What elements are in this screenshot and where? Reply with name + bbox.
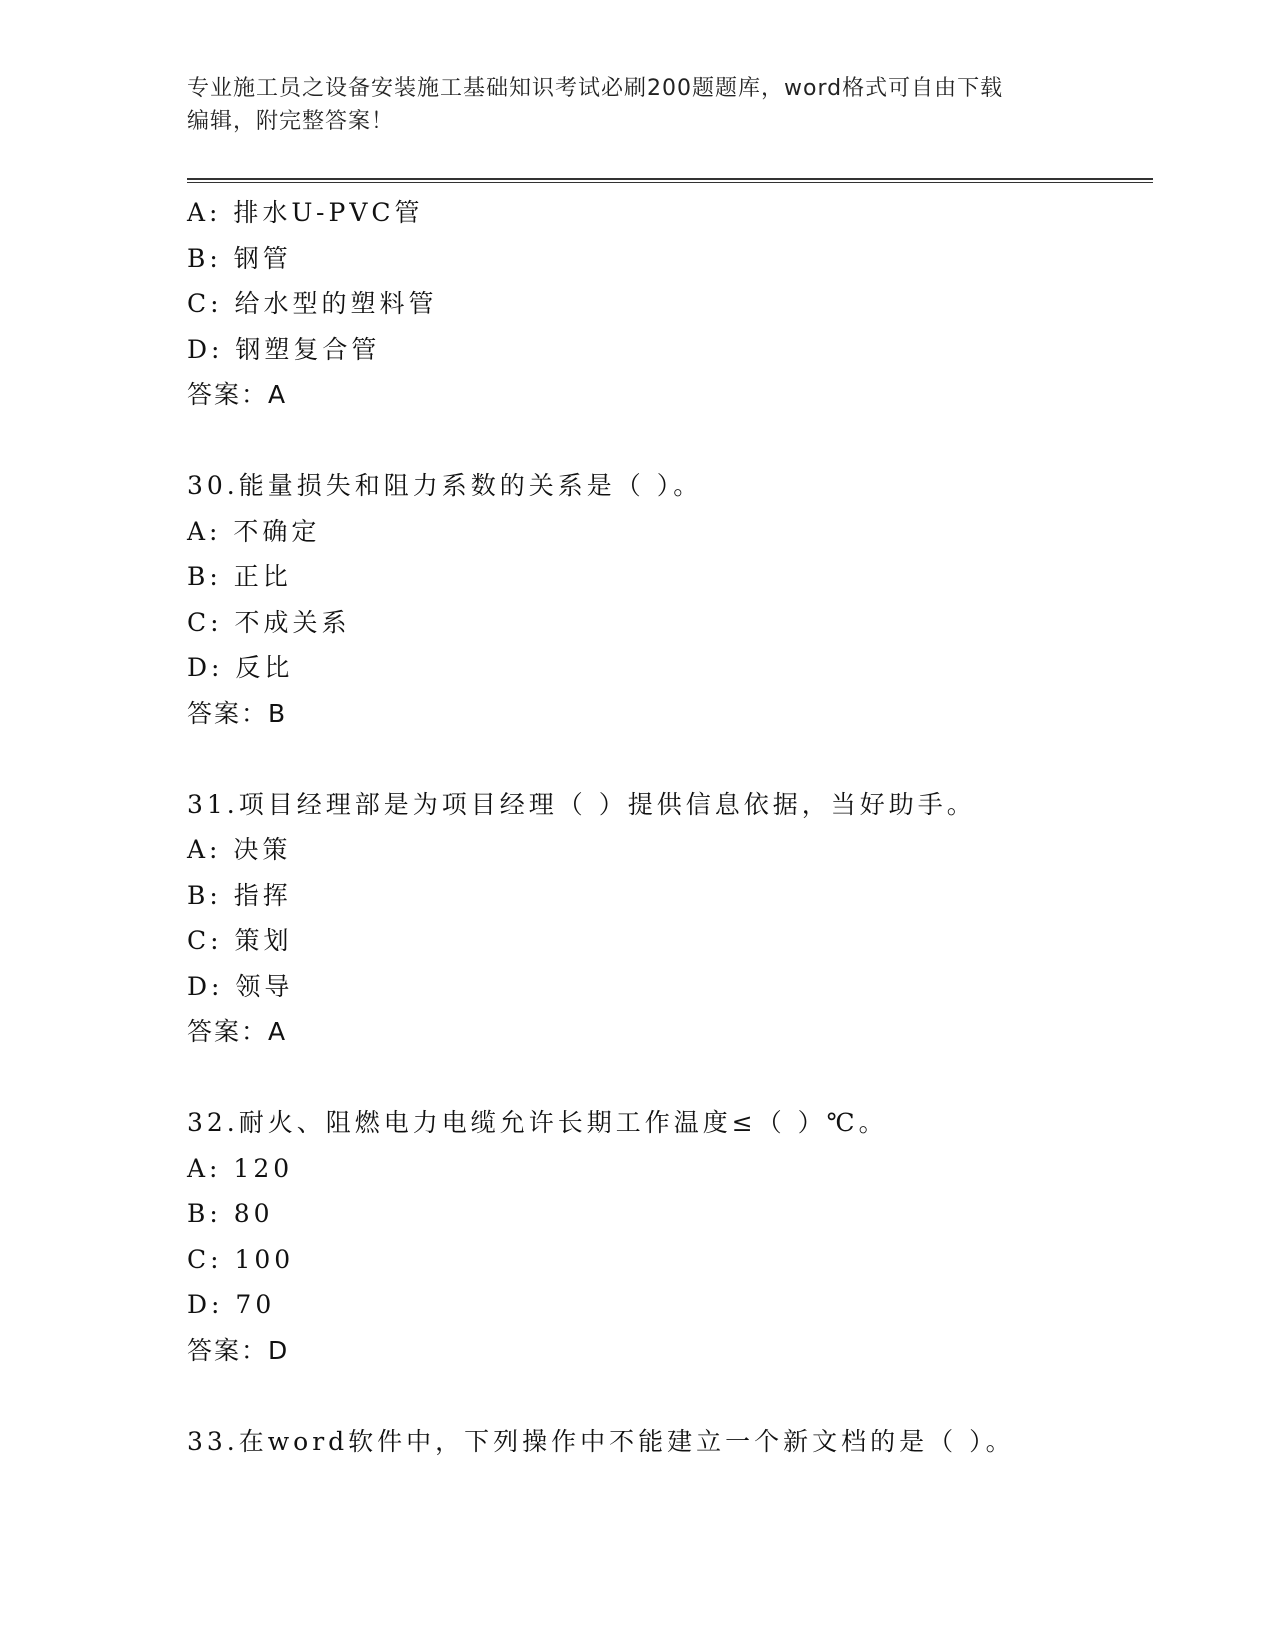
- header-line-1: 专业施工员之设备安装施工基础知识考试必刷200题题库，word格式可自由下载: [187, 76, 1004, 101]
- question-text: 33.在word软件中，下列操作中不能建立一个新文档的是（ ）。: [187, 1426, 1015, 1456]
- header-line-2: 编辑，附完整答案！: [187, 109, 395, 134]
- option-a: A: 不确定: [187, 516, 321, 546]
- question-33-block: [187, 1419, 1153, 1465]
- question-spacer: [187, 1373, 1153, 1419]
- option-d: D: 70: [187, 1290, 276, 1319]
- answer-line: 答案：D: [187, 1335, 290, 1365]
- option-b: B: 钢管: [187, 243, 292, 273]
- option-c: C: 策划: [187, 926, 293, 955]
- header-divider: [187, 178, 1153, 183]
- question-text: 32.耐火、阻燃电力电缆允许长期工作温度≤（ ）℃。: [187, 1108, 888, 1137]
- option-b: B: 正比: [187, 562, 292, 591]
- option-b: B: 80: [187, 1199, 274, 1228]
- question-spacer: [187, 1055, 1153, 1101]
- option-c: C: 100: [187, 1244, 295, 1274]
- answer-line: 答案：B: [187, 698, 288, 728]
- question-31-block: [187, 782, 1153, 1055]
- question-text: 30.能量损失和阻力系数的关系是（ ）。: [187, 471, 703, 500]
- question-29-block: [187, 190, 1153, 418]
- option-a: A: 决策: [187, 835, 292, 864]
- option-c: C: 不成关系: [187, 607, 351, 637]
- option-a: A: 排水U-PVC管: [187, 198, 424, 227]
- option-c: C: 给水型的塑料管: [187, 289, 438, 318]
- question-30-block: [187, 463, 1153, 736]
- option-d: D: 领导: [187, 971, 294, 1001]
- question-list: [187, 190, 1153, 1464]
- question-spacer: [187, 736, 1153, 782]
- answer-line: 答案：A: [187, 1017, 288, 1046]
- option-d: D: 钢塑复合管: [187, 334, 381, 364]
- option-d: D: 反比: [187, 653, 294, 682]
- question-text: 31.项目经理部是为项目经理（ ）提供信息依据，当好助手。: [187, 789, 976, 819]
- option-b: B: 指挥: [187, 880, 292, 910]
- document-header: [187, 72, 1077, 138]
- question-spacer: [187, 418, 1153, 464]
- question-32-block: [187, 1100, 1153, 1373]
- option-a: A: 120: [187, 1153, 294, 1183]
- answer-line: 答案：A: [187, 380, 288, 409]
